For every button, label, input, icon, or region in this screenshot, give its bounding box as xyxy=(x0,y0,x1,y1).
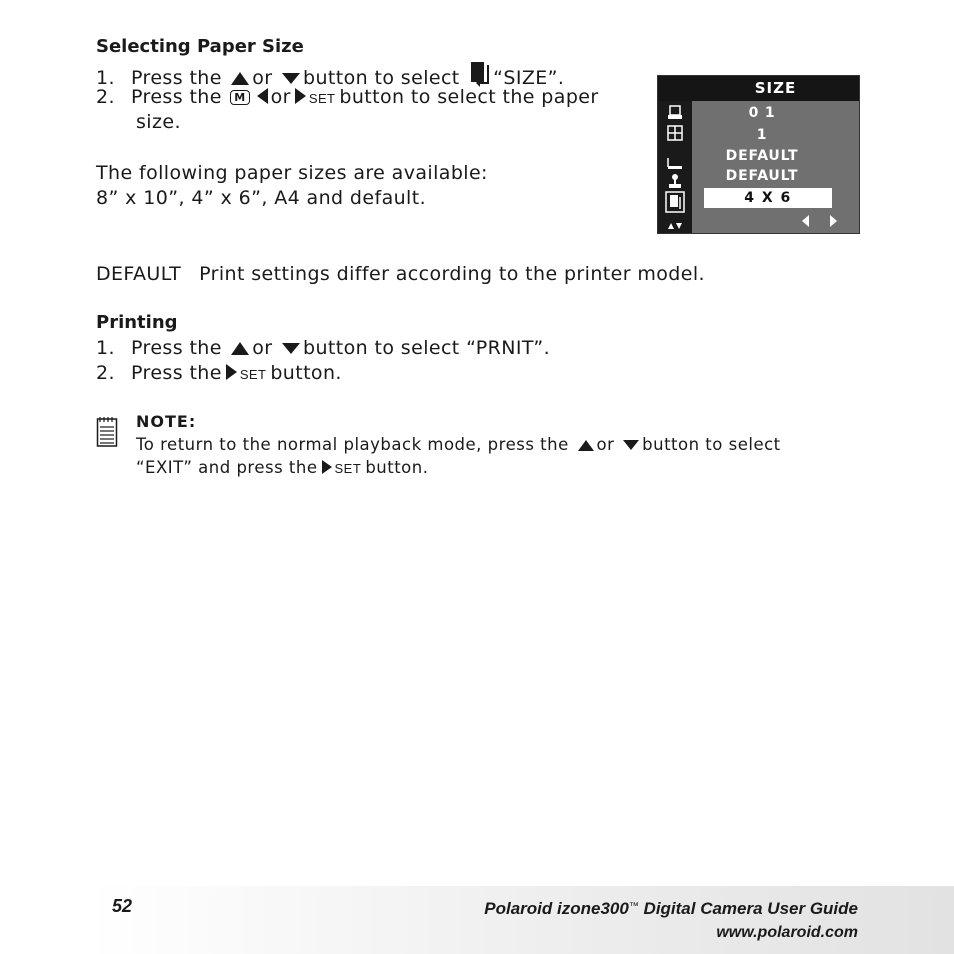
up-arrow-icon xyxy=(578,440,594,451)
footer-url: www.polaroid.com xyxy=(716,924,858,941)
right-arrow-icon xyxy=(295,88,306,104)
step-number: 1. xyxy=(96,337,115,359)
down-arrow-icon xyxy=(282,343,300,354)
section-heading-printing: Printing xyxy=(96,312,178,333)
note-label: NOTE: xyxy=(136,412,197,431)
set-label: SET xyxy=(308,91,336,106)
paper-size-icon xyxy=(665,191,685,213)
set-label: SET xyxy=(239,367,267,382)
up-arrow-icon xyxy=(231,342,249,355)
menu-button-icon: M xyxy=(230,90,249,105)
lcd-row: 1 xyxy=(756,127,768,143)
note-line-1: To return to the normal playback mode, press the or button to select xyxy=(136,435,781,454)
up-arrow-icon xyxy=(231,72,249,85)
left-arrow-icon xyxy=(257,88,268,104)
step-number: 2. xyxy=(96,362,115,384)
lcd-row: 0 1 xyxy=(748,105,776,121)
available-sizes-list: 8” x 10”, 4” x 6”, A4 and default. xyxy=(96,187,427,209)
print-step-1: 1. Press the or button to select “PRNIT”. xyxy=(96,337,551,359)
index-print-icon xyxy=(666,125,684,141)
down-arrow-icon xyxy=(282,73,300,84)
step-number: 1. xyxy=(96,67,115,89)
down-arrow-icon xyxy=(623,440,639,450)
step-1-select-size: 1. Press the or button to select “SIZE”. xyxy=(96,61,564,89)
available-sizes-intro: The following paper sizes are available: xyxy=(96,162,488,184)
lcd-title: SIZE xyxy=(754,79,797,97)
default-description xyxy=(96,263,705,285)
print-icon xyxy=(666,105,684,121)
lcd-selected-option: 4 X 6 xyxy=(704,188,832,208)
right-arrow-icon xyxy=(226,364,237,380)
footer-band xyxy=(90,886,954,954)
step-2-continuation: size. xyxy=(136,111,181,133)
note-line-2: “EXIT” and press the SET button. xyxy=(136,458,429,477)
lcd-row: DEFAULT xyxy=(725,148,799,164)
right-arrow-icon xyxy=(322,460,332,474)
default-term: DEFAULT xyxy=(96,263,182,285)
page-number: 52 xyxy=(112,896,133,916)
print-step-2: 2. Press the SET button. xyxy=(96,362,342,384)
step-number: 2. xyxy=(96,86,115,108)
set-label: SET xyxy=(334,461,362,476)
camera-lcd-size-menu xyxy=(657,75,860,234)
section-heading-paper-size: Selecting Paper Size xyxy=(96,36,304,57)
lcd-row: DEFAULT xyxy=(725,168,799,184)
notepad-icon xyxy=(96,416,118,448)
footer-guide-title: Polaroid izone300™ Digital Camera User Guide xyxy=(484,899,858,918)
default-desc: Print settings differ according to the printer model. xyxy=(199,263,705,285)
quality-icon xyxy=(666,173,684,189)
up-down-icon xyxy=(666,216,684,232)
left-right-arrows-icon xyxy=(800,214,850,228)
paper-size-icon xyxy=(470,61,492,87)
step-2-select-paper: 2. Press the M or SET button to select the paper xyxy=(96,86,599,108)
date-stamp-icon xyxy=(666,154,684,170)
